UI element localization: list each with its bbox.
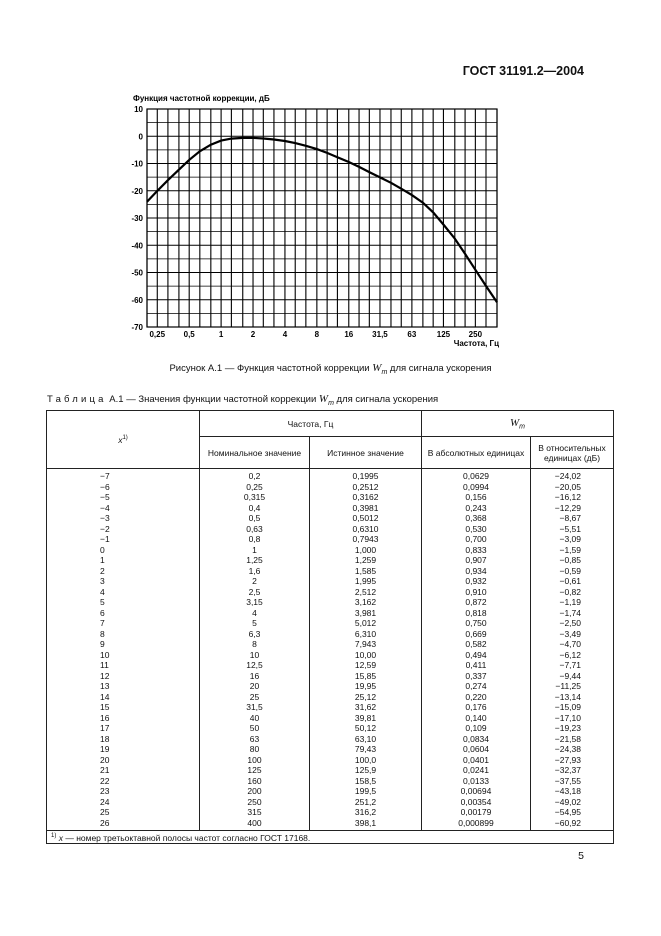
- cell-x: 16: [47, 713, 200, 724]
- cell-x: 17: [47, 723, 200, 734]
- cell-x: 1: [47, 555, 200, 566]
- cell-true: 19,95: [310, 681, 422, 692]
- cell-absolute: 0,220: [422, 692, 531, 703]
- cell-relative: −37,55: [531, 776, 614, 787]
- footnote-marker: 1): [51, 833, 57, 839]
- cell-x: 13: [47, 681, 200, 692]
- x-tick-label: 8: [314, 330, 320, 339]
- cell-absolute: 0,243: [422, 503, 531, 514]
- cell-nominal: 63: [200, 734, 310, 745]
- y-tick-label: -30: [131, 214, 143, 223]
- cell-relative: −27,93: [531, 755, 614, 766]
- x-tick-label: 4: [282, 330, 288, 339]
- cell-true: 12,59: [310, 660, 422, 671]
- cell-true: 0,1995: [310, 469, 422, 482]
- table-caption-subscript: m: [328, 399, 334, 407]
- col-header-wm-sub: m: [519, 423, 525, 431]
- cell-x: −5: [47, 492, 200, 503]
- cell-nominal: 80: [200, 744, 310, 755]
- table-row: [47, 482, 614, 493]
- col-header-frequency: Частота, Гц: [200, 411, 422, 437]
- y-tick-label: -50: [131, 268, 143, 278]
- cell-relative: −8,67: [531, 513, 614, 524]
- cell-x: 22: [47, 776, 200, 787]
- cell-absolute: 0,934: [422, 566, 531, 577]
- cell-x: 8: [47, 629, 200, 640]
- table-row: [47, 492, 614, 503]
- figure-caption-subscript: m: [381, 368, 388, 376]
- cell-absolute: 0,932: [422, 576, 531, 587]
- table-caption-symbol: W: [318, 393, 329, 405]
- col-header-relative: В относительных единицах (дБ): [531, 437, 614, 469]
- figure-caption-prefix: Рисунок А.1 — Функция частотной коррекции: [169, 363, 373, 374]
- table-row: [47, 587, 614, 598]
- table-row: [47, 671, 614, 682]
- cell-x: −6: [47, 482, 200, 493]
- y-tick-label: 10: [134, 105, 143, 114]
- table-row: [47, 713, 614, 724]
- cell-true: 1,000: [310, 545, 422, 556]
- cell-nominal: 315: [200, 807, 310, 818]
- x-tick-label: 250: [468, 330, 483, 339]
- cell-true: 0,5012: [310, 513, 422, 524]
- table-row: [47, 524, 614, 535]
- y-tick-label: -70: [131, 323, 143, 332]
- cell-relative: −1,74: [531, 608, 614, 619]
- table-footnote: [47, 831, 614, 844]
- cell-x: −2: [47, 524, 200, 535]
- cell-x: −4: [47, 503, 200, 514]
- cell-true: 125,9: [310, 765, 422, 776]
- chart-title: Функция частотной коррекции, дБ: [133, 94, 270, 103]
- cell-x: 9: [47, 639, 200, 650]
- table-caption: [47, 393, 438, 407]
- cell-absolute: 0,337: [422, 671, 531, 682]
- cell-nominal: 6,3: [200, 629, 310, 640]
- cell-nominal: 100: [200, 755, 310, 766]
- cell-absolute: 0,0401: [422, 755, 531, 766]
- col-header-nominal: Номинальное значение: [200, 437, 310, 469]
- x-tick-label: 31,5: [372, 330, 388, 339]
- cell-absolute: 0,00354: [422, 797, 531, 808]
- y-tick-label: 0: [138, 132, 143, 142]
- cell-nominal: 0,4: [200, 503, 310, 514]
- cell-true: 6,310: [310, 629, 422, 640]
- table-row: [47, 545, 614, 556]
- cell-relative: −19,23: [531, 723, 614, 734]
- cell-true: 7,943: [310, 639, 422, 650]
- table-row: [47, 660, 614, 671]
- cell-absolute: 0,274: [422, 681, 531, 692]
- cell-true: 1,995: [310, 576, 422, 587]
- cell-relative: −6,12: [531, 650, 614, 661]
- cell-relative: −0,61: [531, 576, 614, 587]
- cell-relative: −0,59: [531, 566, 614, 577]
- cell-x: 6: [47, 608, 200, 619]
- cell-x: 14: [47, 692, 200, 703]
- table-row: [47, 723, 614, 734]
- cell-true: 63,10: [310, 734, 422, 745]
- cell-nominal: 31,5: [200, 702, 310, 713]
- cell-x: 7: [47, 618, 200, 629]
- x-tick-label: 63: [407, 330, 417, 339]
- cell-x: 12: [47, 671, 200, 682]
- cell-relative: −17,10: [531, 713, 614, 724]
- cell-relative: −24,02: [531, 469, 614, 482]
- cell-nominal: 3,15: [200, 597, 310, 608]
- table-caption-label: Таблица: [47, 394, 107, 405]
- cell-relative: −20,05: [531, 482, 614, 493]
- cell-nominal: 160: [200, 776, 310, 787]
- y-tick-label: -20: [131, 186, 143, 196]
- col-header-absolute: В абсолютных единицах: [422, 437, 531, 469]
- table-row: [47, 469, 614, 482]
- cell-true: 251,2: [310, 797, 422, 808]
- cell-absolute: 0,0629: [422, 469, 531, 482]
- footnote-var: x: [58, 832, 63, 843]
- cell-nominal: 16: [200, 671, 310, 682]
- cell-relative: −12,29: [531, 503, 614, 514]
- cell-absolute: 0,368: [422, 513, 531, 524]
- cell-relative: −32,37: [531, 765, 614, 776]
- cell-absolute: 0,750: [422, 618, 531, 629]
- cell-absolute: 0,00179: [422, 807, 531, 818]
- cell-nominal: 0,2: [200, 469, 310, 482]
- cell-absolute: 0,530: [422, 524, 531, 535]
- col-header-x-note: 1): [122, 434, 128, 441]
- cell-relative: −24,38: [531, 744, 614, 755]
- cell-absolute: 0,669: [422, 629, 531, 640]
- cell-absolute: 0,0834: [422, 734, 531, 745]
- cell-relative: −5,51: [531, 524, 614, 535]
- table-body: [47, 469, 614, 831]
- cell-x: 19: [47, 744, 200, 755]
- cell-x: 20: [47, 755, 200, 766]
- cell-relative: −1,19: [531, 597, 614, 608]
- cell-absolute: 0,910: [422, 587, 531, 598]
- cell-nominal: 0,25: [200, 482, 310, 493]
- cell-true: 15,85: [310, 671, 422, 682]
- cell-x: 15: [47, 702, 200, 713]
- table-row: [47, 702, 614, 713]
- cell-relative: −7,71: [531, 660, 614, 671]
- x-tick-label: 16: [344, 330, 354, 339]
- table-row: [47, 765, 614, 776]
- cell-absolute: 0,494: [422, 650, 531, 661]
- cell-true: 0,7943: [310, 534, 422, 545]
- cell-nominal: 50: [200, 723, 310, 734]
- cell-nominal: 8: [200, 639, 310, 650]
- cell-true: 2,512: [310, 587, 422, 598]
- cell-relative: −3,09: [531, 534, 614, 545]
- cell-nominal: 40: [200, 713, 310, 724]
- standard-id: ГОСТ 31191.2—2004: [462, 64, 584, 78]
- cell-relative: −54,95: [531, 807, 614, 818]
- y-tick-label: -60: [131, 295, 143, 305]
- table-row: [47, 692, 614, 703]
- col-header-x: [47, 411, 200, 469]
- y-tick-label: -10: [131, 159, 143, 169]
- cell-x: 5: [47, 597, 200, 608]
- cell-x: 11: [47, 660, 200, 671]
- cell-nominal: 1,25: [200, 555, 310, 566]
- cell-nominal: 0,8: [200, 534, 310, 545]
- table-row: [47, 608, 614, 619]
- cell-true: 158,5: [310, 776, 422, 787]
- cell-true: 1,585: [310, 566, 422, 577]
- cell-absolute: 0,176: [422, 702, 531, 713]
- cell-relative: −16,12: [531, 492, 614, 503]
- table-row: [47, 513, 614, 524]
- frequency-weighting-chart: [0, 0, 661, 360]
- x-tick-label: 125: [436, 330, 451, 339]
- cell-x: 24: [47, 797, 200, 808]
- cell-true: 3,162: [310, 597, 422, 608]
- cell-relative: −13,14: [531, 692, 614, 703]
- table-row: [47, 639, 614, 650]
- cell-absolute: 0,140: [422, 713, 531, 724]
- x-tick-label: 2: [250, 330, 256, 339]
- cell-true: 398,1: [310, 818, 422, 831]
- cell-relative: −1,59: [531, 545, 614, 556]
- cell-nominal: 0,315: [200, 492, 310, 503]
- cell-true: 79,43: [310, 744, 422, 755]
- cell-x: 26: [47, 818, 200, 831]
- cell-nominal: 4: [200, 608, 310, 619]
- cell-true: 25,12: [310, 692, 422, 703]
- cell-absolute: 0,0133: [422, 776, 531, 787]
- cell-x: −1: [47, 534, 200, 545]
- table-row: [47, 818, 614, 831]
- cell-true: 1,259: [310, 555, 422, 566]
- chart-x-axis: [149, 330, 482, 339]
- weighting-values-table: [46, 410, 614, 844]
- cell-nominal: 10: [200, 650, 310, 661]
- col-header-wm: [422, 411, 614, 437]
- cell-absolute: 0,907: [422, 555, 531, 566]
- table-row: [47, 776, 614, 787]
- table-row: [47, 786, 614, 797]
- cell-absolute: 0,109: [422, 723, 531, 734]
- table-row: [47, 681, 614, 692]
- y-tick-label: -40: [131, 241, 143, 251]
- table-row: [47, 534, 614, 545]
- table-row: [47, 576, 614, 587]
- cell-true: 100,0: [310, 755, 422, 766]
- cell-absolute: 0,582: [422, 639, 531, 650]
- cell-absolute: 0,0994: [422, 482, 531, 493]
- cell-true: 39,81: [310, 713, 422, 724]
- cell-relative: −0,82: [531, 587, 614, 598]
- cell-absolute: 0,0241: [422, 765, 531, 776]
- table-row: [47, 807, 614, 818]
- cell-relative: −21,58: [531, 734, 614, 745]
- table-row: [47, 650, 614, 661]
- x-tick-label: 0,25: [149, 330, 166, 339]
- cell-absolute: 0,833: [422, 545, 531, 556]
- cell-nominal: 0,63: [200, 524, 310, 535]
- cell-nominal: 25: [200, 692, 310, 703]
- chart-y-axis: [131, 105, 143, 332]
- cell-nominal: 250: [200, 797, 310, 808]
- cell-x: 2: [47, 566, 200, 577]
- cell-true: 5,012: [310, 618, 422, 629]
- cell-true: 0,6310: [310, 524, 422, 535]
- cell-absolute: 0,700: [422, 534, 531, 545]
- cell-nominal: 200: [200, 786, 310, 797]
- cell-nominal: 400: [200, 818, 310, 831]
- footnote-text: — номер третьоктавной полосы частот согласно ГОСТ 17168.: [62, 832, 311, 843]
- cell-true: 3,981: [310, 608, 422, 619]
- cell-nominal: 2,5: [200, 587, 310, 598]
- cell-nominal: 2: [200, 576, 310, 587]
- cell-true: 10,00: [310, 650, 422, 661]
- cell-true: 50,12: [310, 723, 422, 734]
- table-row: [47, 555, 614, 566]
- cell-nominal: 20: [200, 681, 310, 692]
- cell-nominal: 1: [200, 545, 310, 556]
- cell-nominal: 12,5: [200, 660, 310, 671]
- cell-absolute: 0,0604: [422, 744, 531, 755]
- cell-absolute: 0,000899: [422, 818, 531, 831]
- figure-caption-symbol: W: [372, 362, 382, 374]
- cell-true: 316,2: [310, 807, 422, 818]
- cell-x: 25: [47, 807, 200, 818]
- cell-relative: −9,44: [531, 671, 614, 682]
- cell-nominal: 1,6: [200, 566, 310, 577]
- cell-nominal: 5: [200, 618, 310, 629]
- cell-relative: −60,92: [531, 818, 614, 831]
- cell-x: 23: [47, 786, 200, 797]
- cell-relative: −11,25: [531, 681, 614, 692]
- figure-caption-suffix: для сигнала ускорения: [387, 363, 492, 374]
- cell-x: 0: [47, 545, 200, 556]
- cell-x: −7: [47, 469, 200, 482]
- cell-relative: −4,70: [531, 639, 614, 650]
- table-row: [47, 744, 614, 755]
- cell-relative: −43,18: [531, 786, 614, 797]
- cell-absolute: 0,872: [422, 597, 531, 608]
- cell-absolute: 0,411: [422, 660, 531, 671]
- cell-nominal: 125: [200, 765, 310, 776]
- cell-true: 0,3981: [310, 503, 422, 514]
- x-tick-label: 0,5: [183, 330, 195, 339]
- table-row: [47, 566, 614, 577]
- table-row: [47, 597, 614, 608]
- x-tick-label: 1: [218, 330, 224, 339]
- cell-absolute: 0,818: [422, 608, 531, 619]
- col-header-true: Истинное значение: [310, 437, 422, 469]
- table-row: [47, 734, 614, 745]
- figure-caption: [0, 362, 661, 376]
- cell-x: 4: [47, 587, 200, 598]
- cell-x: 18: [47, 734, 200, 745]
- table-caption-number: А.1 — Значения функции частотной коррекции: [106, 394, 319, 405]
- table-row: [47, 797, 614, 808]
- chart-x-label: Частота, Гц: [453, 339, 499, 348]
- cell-relative: −15,09: [531, 702, 614, 713]
- cell-nominal: 0,5: [200, 513, 310, 524]
- table-row: [47, 503, 614, 514]
- page-number: 5: [578, 850, 584, 862]
- cell-true: 0,2512: [310, 482, 422, 493]
- cell-true: 199,5: [310, 786, 422, 797]
- cell-x: −3: [47, 513, 200, 524]
- table-row: [47, 618, 614, 629]
- cell-relative: −49,02: [531, 797, 614, 808]
- table-row: [47, 629, 614, 640]
- cell-relative: −0,85: [531, 555, 614, 566]
- col-header-wm-symbol: W: [509, 416, 520, 429]
- cell-true: 31,62: [310, 702, 422, 713]
- cell-relative: −3,49: [531, 629, 614, 640]
- cell-relative: −2,50: [531, 618, 614, 629]
- cell-absolute: 0,00694: [422, 786, 531, 797]
- table-caption-suffix: для сигнала ускорения: [333, 394, 439, 405]
- table-row: [47, 755, 614, 766]
- cell-true: 0,3162: [310, 492, 422, 503]
- cell-x: 21: [47, 765, 200, 776]
- cell-absolute: 0,156: [422, 492, 531, 503]
- chart-grid: [147, 109, 497, 327]
- col-header-x-var: x: [118, 434, 123, 445]
- cell-x: 3: [47, 576, 200, 587]
- cell-x: 10: [47, 650, 200, 661]
